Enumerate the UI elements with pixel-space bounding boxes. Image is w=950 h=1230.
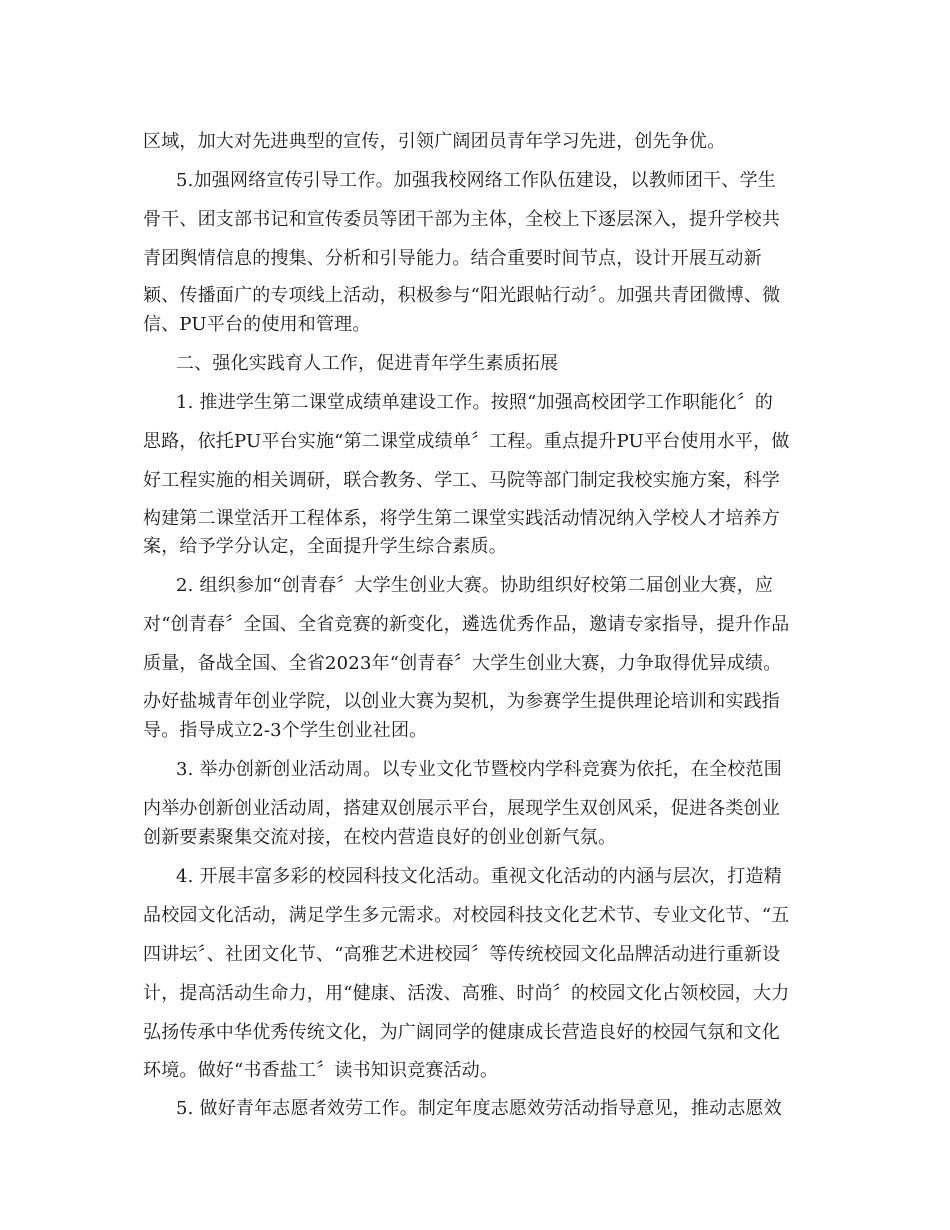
text-line: 案，给予学分认定，全面提升学生综合素质。 — [143, 536, 507, 557]
text-line: 4. 开展丰富多彩的校园科技文化活动。重视文化活动的内涵与层次，打造精 — [176, 866, 782, 887]
text-line: 环境。做好“书香盐工〞读书知识竞赛活动。 — [143, 1060, 499, 1081]
text-line: 2. 组织参加“创青春〞大学生创业大赛。协助组织好校第二届创业大赛，应 — [176, 575, 774, 596]
text-line: 对“创青春〞全国、全省竞赛的新变化，遴选优秀作品，邀请专家指导，提升作品 — [143, 614, 790, 635]
text-line: 3. 举办创新创业活动周。以专业文化节暨校内学科竞赛为依托，在全校范围 — [176, 759, 782, 780]
text-line: 内举办创新创业活动周，搭建双创展示平台，展现学生双创风采，促进各类创业 — [143, 798, 780, 819]
text-line: 弘扬传承中华优秀传统文化，为广阔同学的健康成长营造良好的校园气氛和文化 — [143, 1022, 780, 1043]
text-line: 骨干、团支部书记和宣传委员等团干部为主体，全校上下逐层深入，提升学校共 — [143, 209, 780, 230]
text-line: 构建第二课堂活开工程体系，将学生第二课堂实践活动情况纳入学校人才培养方 — [143, 508, 780, 529]
text-line: 1. 推进学生第二课堂成绩单建设工作。按照“加强高校团学工作职能化〞的 — [176, 392, 774, 413]
text-line: 办好盐城青年创业学院，以创业大赛为契机，为参赛学生提供理论培训和实践指 — [143, 691, 780, 712]
text-line: 信、PU平台的使用和管理。 — [143, 314, 371, 335]
text-line: 导。指导成立2-3个学生创业社团。 — [143, 720, 428, 741]
text-line: 创新要素聚集交流对接，在校内营造良好的创业创新气氛。 — [143, 827, 617, 848]
text-line: 颖、传播面广的专项线上活动，积极参与“阳光跟帖行动〞。加强共青团微博、微 — [143, 285, 781, 306]
text-line: 区域，加大对先进典型的宣传，引领广阔团员青年学习先进，创先争优。 — [143, 131, 726, 152]
text-line: 计，提高活动生命力，用“健康、活泼、高雅、时尚〞的校园文化占领校园，大力 — [143, 983, 790, 1004]
text-line: 青团舆情信息的搜集、分析和引导能力。结合重要时间节点，设计开展互动新 — [143, 248, 762, 269]
section-heading: 二、强化实践育人工作，促进青年学生素质拓展 — [176, 353, 559, 374]
text-line: 好工程实施的相关调研，联合教务、学工、马院等部门制定我校实施方案，科学 — [143, 470, 780, 491]
text-line: 四讲坛〞、社团文化节、“高雅艺术进校园〞等传统校园文化品牌活动进行重新设 — [143, 944, 781, 965]
text-line: 品校园文化活动，满足学生多元需求。对校园科技文化艺术节、专业文化节、“五 — [143, 905, 790, 926]
text-line: 5. 做好青年志愿者效劳工作。制定年度志愿效劳活动指导意见，推动志愿效 — [176, 1098, 782, 1119]
text-line: 5.加强网络宣传引导工作。加强我校网络工作队伍建设，以教师团干、学生 — [176, 170, 776, 191]
text-line: 质量，备战全国、全省2023年“创青春〞大学生创业大赛，力争取得优异成绩。 — [143, 653, 782, 674]
text-line: 思路，依托PU平台实施“第二课堂成绩单〞工程。重点提升PU平台使用水平，做 — [143, 431, 790, 452]
